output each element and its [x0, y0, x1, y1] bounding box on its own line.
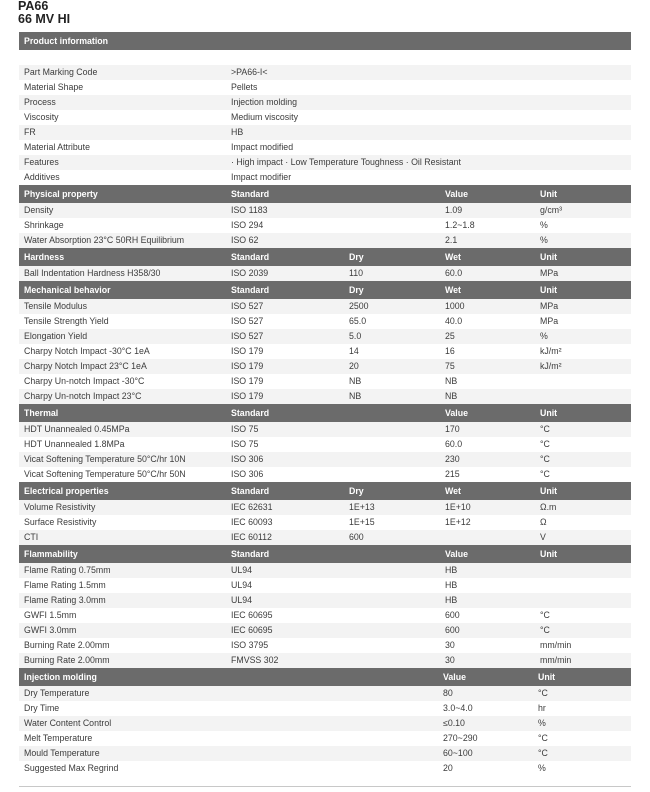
row-value: 600 — [445, 610, 460, 620]
row-value: 14 — [349, 346, 359, 356]
row-value: ISO 179 — [231, 391, 264, 401]
row-value: kJ/m² — [540, 346, 562, 356]
row-value: V — [540, 532, 546, 542]
row-value: 600 — [349, 532, 364, 542]
row-value: % — [540, 235, 548, 245]
column-header: Value — [445, 189, 468, 199]
row-value: · High impact · Low Temperature Toughness · Oil Resistant — [231, 157, 461, 167]
table-row — [19, 95, 631, 110]
table-row — [19, 299, 631, 314]
row-label: Charpy Un-notch Impact 23°C — [24, 391, 142, 401]
row-value: % — [538, 718, 546, 728]
row-value: ISO 527 — [231, 301, 264, 311]
row-value: ISO 179 — [231, 376, 264, 386]
column-header: Wet — [445, 252, 461, 262]
row-label: Density — [24, 205, 54, 215]
row-value: °C — [540, 610, 550, 620]
row-label: Mould Temperature — [24, 748, 100, 758]
row-value: 1E+10 — [445, 502, 471, 512]
row-value: >PA66-I< — [231, 67, 268, 77]
row-value: 2500 — [349, 301, 369, 311]
row-label: Flame Rating 3.0mm — [24, 595, 106, 605]
mechanical-header — [19, 281, 631, 299]
row-value: kJ/m² — [540, 361, 562, 371]
row-value: IEC 60695 — [231, 625, 273, 635]
table-row — [19, 593, 631, 608]
table-row — [19, 203, 631, 218]
row-value: 75 — [445, 361, 455, 371]
physical-header — [19, 185, 631, 203]
row-label: Viscosity — [24, 112, 59, 122]
hardness-header — [19, 248, 631, 266]
column-header: Unit — [540, 408, 558, 418]
table-row — [19, 761, 631, 776]
row-label: Burning Rate 2.00mm — [24, 655, 110, 665]
row-value: mm/min — [540, 640, 572, 650]
row-label: GWFI 3.0mm — [24, 625, 77, 635]
electrical-header — [19, 482, 631, 500]
column-header: Value — [443, 672, 466, 682]
row-label: Charpy Notch Impact -30°C 1eA — [24, 346, 150, 356]
row-value: 110 — [349, 268, 364, 278]
row-value: 2.1 — [445, 235, 458, 245]
section-title: Mechanical behavior — [24, 285, 111, 295]
row-label: Suggested Max Regrind — [24, 763, 119, 773]
row-value: ISO 527 — [231, 316, 264, 326]
column-header: Wet — [445, 486, 461, 496]
row-value: 3.0~4.0 — [443, 703, 473, 713]
row-value: 1.09 — [445, 205, 463, 215]
row-label: Part Marking Code — [24, 67, 98, 77]
row-value: ISO 294 — [231, 220, 264, 230]
row-value: °C — [538, 733, 548, 743]
row-value: ISO 179 — [231, 361, 264, 371]
table-row — [19, 140, 631, 155]
row-value: HB — [445, 595, 458, 605]
table-row — [19, 623, 631, 638]
thermal-header — [19, 404, 631, 422]
row-value: HB — [231, 127, 244, 137]
table-row — [19, 314, 631, 329]
page-subtitle: 66 MV HI — [18, 12, 71, 26]
row-label: Dry Time — [24, 703, 60, 713]
table-row — [19, 374, 631, 389]
row-value: mm/min — [540, 655, 572, 665]
table-row — [19, 731, 631, 746]
row-value: 5.0 — [349, 331, 362, 341]
row-label: Flame Rating 1.5mm — [24, 580, 106, 590]
row-value: % — [540, 220, 548, 230]
row-value: HB — [445, 565, 458, 575]
row-label: Volume Resistivity — [24, 502, 96, 512]
column-header: Dry — [349, 252, 364, 262]
row-label: Surface Resistivity — [24, 517, 97, 527]
row-label: Water Content Control — [24, 718, 112, 728]
row-value: 65.0 — [349, 316, 367, 326]
row-value: ISO 527 — [231, 331, 264, 341]
row-label: Vicat Softening Temperature 50°C/hr 10N — [24, 454, 186, 464]
table-row — [19, 608, 631, 623]
table-row — [19, 515, 631, 530]
table-row — [19, 452, 631, 467]
row-value: 25 — [445, 331, 455, 341]
column-header: Standard — [231, 285, 270, 295]
column-header: Unit — [540, 252, 558, 262]
table-row — [19, 422, 631, 437]
column-header: Dry — [349, 285, 364, 295]
footer-divider — [19, 786, 631, 787]
row-label: HDT Unannealed 0.45MPa — [24, 424, 130, 434]
column-header: Value — [445, 408, 468, 418]
row-value: 20 — [443, 763, 453, 773]
row-value: 60~100 — [443, 748, 473, 758]
row-value: 60.0 — [445, 268, 463, 278]
row-label: Material Shape — [24, 82, 84, 92]
row-label: Flame Rating 0.75mm — [24, 565, 111, 575]
table-row — [19, 359, 631, 374]
row-label: Melt Temperature — [24, 733, 93, 743]
row-label: Dry Temperature — [24, 688, 90, 698]
row-value: °C — [540, 424, 550, 434]
table-row — [19, 110, 631, 125]
row-value: % — [538, 763, 546, 773]
row-value: NB — [445, 376, 458, 386]
row-value: IEC 60112 — [231, 532, 272, 542]
table-row — [19, 500, 631, 515]
page-title: PA66 — [18, 0, 49, 13]
row-value: Ω — [540, 517, 547, 527]
row-value: 30 — [445, 640, 455, 650]
row-value: 30 — [445, 655, 455, 665]
row-value: hr — [538, 703, 546, 713]
row-value: IEC 62631 — [231, 502, 273, 512]
row-value: °C — [540, 454, 550, 464]
column-header: Standard — [231, 486, 270, 496]
row-value: Ω.m — [540, 502, 557, 512]
row-value: ISO 1183 — [231, 205, 268, 215]
row-label: HDT Unannealed 1.8MPa — [24, 439, 125, 449]
row-label: Tensile Modulus — [24, 301, 88, 311]
row-label: Charpy Notch Impact 23°C 1eA — [24, 361, 147, 371]
row-label: Ball Indentation Hardness H358/30 — [24, 268, 161, 278]
injection-header — [19, 668, 631, 686]
table-row — [19, 389, 631, 404]
row-value: NB — [349, 376, 362, 386]
table-row — [19, 638, 631, 653]
section-title: Product information — [24, 36, 109, 46]
table-row — [19, 578, 631, 593]
column-header: Standard — [231, 252, 270, 262]
table-row — [19, 746, 631, 761]
column-header: Unit — [540, 285, 558, 295]
row-value: 215 — [445, 469, 460, 479]
row-label: Process — [24, 97, 56, 107]
row-value: 1E+15 — [349, 517, 375, 527]
column-header: Dry — [349, 486, 364, 496]
table-row — [19, 266, 631, 281]
row-label: Tensile Strength Yield — [24, 316, 109, 326]
row-value: 1000 — [445, 301, 465, 311]
row-value: 20 — [349, 361, 359, 371]
column-header: Unit — [540, 549, 558, 559]
row-value: °C — [540, 469, 550, 479]
row-value: MPa — [540, 301, 559, 311]
row-value: FMVSS 302 — [231, 655, 279, 665]
row-value: g/cm³ — [540, 205, 562, 215]
table-row — [19, 155, 631, 170]
row-value: IEC 60695 — [231, 610, 273, 620]
row-label: Water Absorption 23°C 50RH Equilibrium — [24, 235, 185, 245]
row-value: UL94 — [231, 595, 253, 605]
row-label: Additives — [24, 172, 60, 182]
row-value: ISO 306 — [231, 469, 264, 479]
row-value: % — [540, 331, 548, 341]
row-label: FR — [24, 127, 36, 137]
section-title: Hardness — [24, 252, 65, 262]
table-row — [19, 80, 631, 95]
table-row — [19, 686, 631, 701]
column-header: Unit — [540, 486, 558, 496]
row-value: ISO 75 — [231, 439, 259, 449]
row-label: Vicat Softening Temperature 50°C/hr 50N — [24, 469, 186, 479]
table-row — [19, 344, 631, 359]
table-row — [19, 125, 631, 140]
row-value: Medium viscosity — [231, 112, 298, 122]
flammability-header — [19, 545, 631, 563]
column-header: Standard — [231, 408, 270, 418]
row-value: °C — [540, 439, 550, 449]
row-value: HB — [445, 580, 458, 590]
column-header: Standard — [231, 549, 270, 559]
row-label: GWFI 1.5mm — [24, 610, 77, 620]
row-value: °C — [538, 748, 548, 758]
row-value: ≤0.10 — [443, 718, 465, 728]
table-row — [19, 563, 631, 578]
section-title: Injection molding — [24, 672, 97, 682]
row-value: UL94 — [231, 565, 253, 575]
row-value: °C — [538, 688, 548, 698]
row-label: CTI — [24, 532, 39, 542]
row-value: ISO 2039 — [231, 268, 269, 278]
row-value: ISO 3795 — [231, 640, 269, 650]
row-label: Material Attribute — [24, 142, 91, 152]
row-value: ISO 306 — [231, 454, 264, 464]
product-information-header — [19, 32, 631, 50]
section-title: Flammability — [24, 549, 78, 559]
table-row — [19, 65, 631, 80]
row-value: UL94 — [231, 580, 253, 590]
row-value: 1E+13 — [349, 502, 375, 512]
row-value: Injection molding — [231, 97, 298, 107]
row-value: NB — [349, 391, 362, 401]
row-value: ISO 75 — [231, 424, 259, 434]
section-title: Electrical properties — [24, 486, 109, 496]
table-row — [19, 437, 631, 452]
column-header: Wet — [445, 285, 461, 295]
column-header: Unit — [540, 189, 558, 199]
row-value: ISO 62 — [231, 235, 259, 245]
table-row — [19, 467, 631, 482]
table-row — [19, 218, 631, 233]
row-value: IEC 60093 — [231, 517, 273, 527]
row-value: Impact modified — [231, 142, 294, 152]
row-value: 1E+12 — [445, 517, 471, 527]
table-row — [19, 653, 631, 668]
row-value: 1.2~1.8 — [445, 220, 475, 230]
row-value: 230 — [445, 454, 460, 464]
row-value: NB — [445, 391, 458, 401]
row-value: 16 — [445, 346, 455, 356]
row-value: 600 — [445, 625, 460, 635]
row-value: 270~290 — [443, 733, 478, 743]
table-row — [19, 716, 631, 731]
row-value: °C — [540, 625, 550, 635]
section-title: Physical property — [24, 189, 98, 199]
table-row — [19, 233, 631, 248]
row-value: Pellets — [231, 82, 258, 92]
table-row — [19, 329, 631, 344]
row-value: 60.0 — [445, 439, 463, 449]
table-row — [19, 701, 631, 716]
row-label: Charpy Un-notch Impact -30°C — [24, 376, 145, 386]
column-header: Value — [445, 549, 468, 559]
column-header: Unit — [538, 672, 556, 682]
row-value: 80 — [443, 688, 453, 698]
row-value: ISO 179 — [231, 346, 264, 356]
row-value: Impact modifier — [231, 172, 292, 182]
row-value: 170 — [445, 424, 460, 434]
row-value: MPa — [540, 316, 559, 326]
row-value: 40.0 — [445, 316, 463, 326]
row-label: Features — [24, 157, 59, 167]
row-label: Elongation Yield — [24, 331, 88, 341]
row-label: Burning Rate 2.00mm — [24, 640, 110, 650]
column-header: Standard — [231, 189, 270, 199]
table-row — [19, 170, 631, 185]
row-value: MPa — [540, 268, 559, 278]
row-label: Shrinkage — [24, 220, 64, 230]
table-row — [19, 530, 631, 545]
section-title: Thermal — [24, 408, 59, 418]
